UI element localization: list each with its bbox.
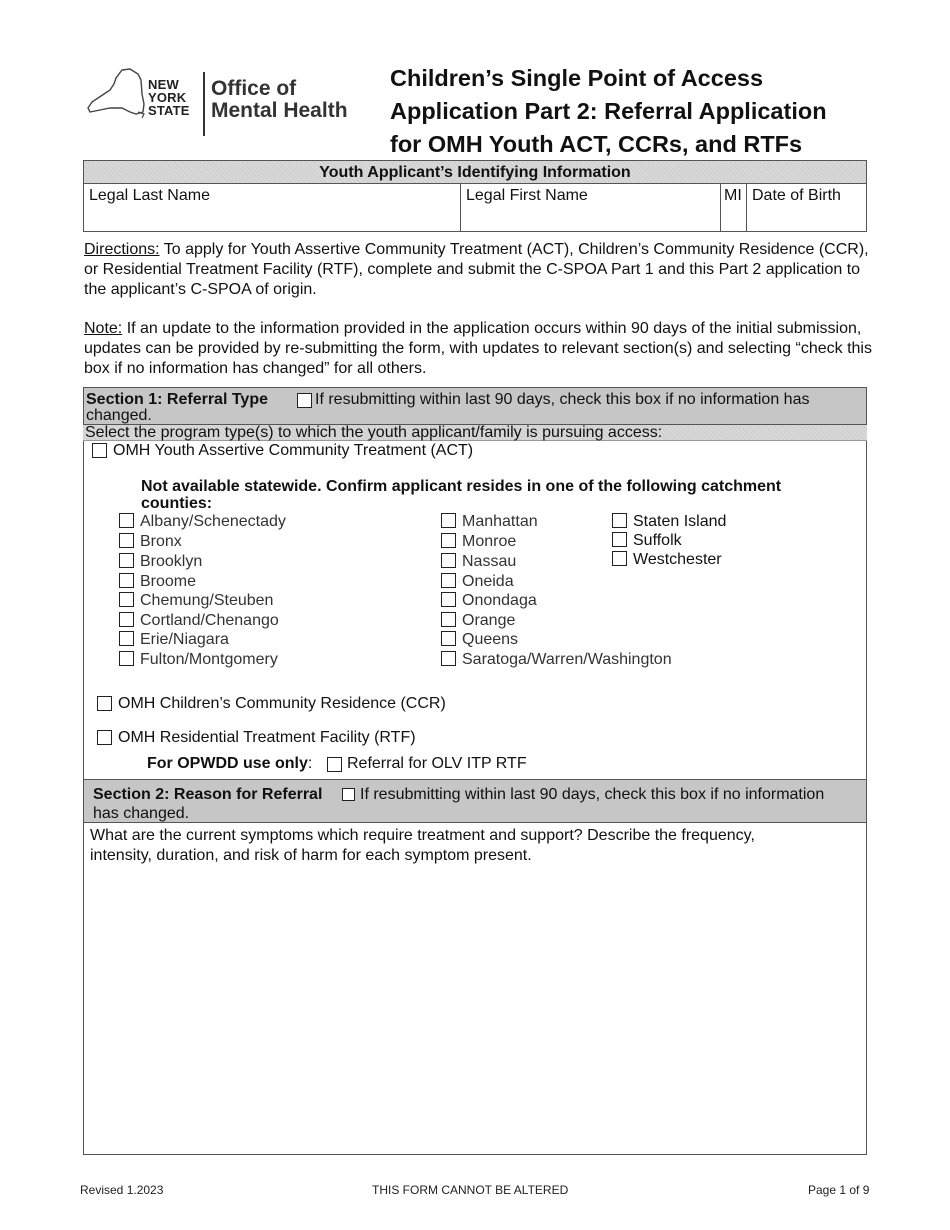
section1-title: Section 1: Referral Type: [86, 391, 268, 408]
county-label: Erie/Niagara: [140, 631, 229, 648]
county-checkbox-nassau[interactable]: [441, 553, 456, 568]
form-notice: THIS FORM CANNOT BE ALTERED: [372, 1183, 569, 1197]
county-label: Orange: [462, 612, 516, 629]
opwdd-row: For OPWDD use only:: [147, 755, 313, 772]
page-number: Page 1 of 9: [808, 1183, 870, 1197]
county-checkbox-manhattan[interactable]: [441, 513, 456, 528]
directions-paragraph: Directions: To apply for Youth Assertive Community Treatment (ACT), Children’s Community Residence (CCR), or Residential Treatment Facility (RTF), complete and submit the C-SPOA Part 1 and this Part 2 application to the applicant’s C-SPOA of origin.: [84, 241, 869, 298]
county-label: Manhattan: [462, 513, 538, 530]
identifying-info-title: Youth Applicant’s Identifying Information: [319, 164, 631, 181]
county-checkbox-cortland-chenango[interactable]: [119, 612, 134, 627]
county-checkbox-suffolk[interactable]: [612, 532, 627, 547]
county-label: Chemung/Steuben: [140, 592, 274, 609]
county-checkbox-fulton-montgomery[interactable]: [119, 651, 134, 666]
county-checkbox-brooklyn[interactable]: [119, 553, 134, 568]
middle-initial-field[interactable]: MI: [724, 187, 742, 204]
section1-prompt-row: [83, 425, 867, 441]
ccr-label: OMH Children’s Community Residence (CCR): [118, 695, 446, 712]
revision-date: Revised 1.2023: [80, 1183, 164, 1197]
identifying-info-header: [83, 160, 867, 184]
county-checkbox-westchester[interactable]: [612, 551, 627, 566]
section1-resubmit-text-cont: changed.: [86, 407, 152, 424]
county-checkbox-orange[interactable]: [441, 612, 456, 627]
field-divider: [720, 183, 721, 232]
county-checkbox-saratoga-warren-washington[interactable]: [441, 651, 456, 666]
rtf-label: OMH Residential Treatment Facility (RTF): [118, 729, 416, 746]
logo-divider: [203, 72, 205, 136]
logo-state-name: NEW YORK STATE: [148, 77, 190, 118]
symptoms-question: What are the current symptoms which require treatment and support? Describe the frequency,: [90, 827, 755, 844]
field-divider: [460, 183, 461, 232]
county-checkbox-erie-niagara[interactable]: [119, 631, 134, 646]
county-label: Bronx: [140, 533, 182, 550]
county-label: Broome: [140, 573, 197, 590]
section1-no-change-checkbox[interactable]: [297, 393, 312, 408]
act-label: OMH Youth Assertive Community Treatment (ACT): [113, 442, 474, 459]
county-checkbox-bronx[interactable]: [119, 533, 134, 548]
county-checkbox-oneida[interactable]: [441, 573, 456, 588]
county-label: Saratoga/Warren/Washington: [462, 651, 672, 668]
catchment-notice: Not available statewide. Confirm applicant resides in one of the following catchment: [141, 478, 782, 495]
county-label: Brooklyn: [140, 553, 203, 570]
olv-itp-rtf-checkbox[interactable]: [327, 757, 342, 772]
rtf-checkbox[interactable]: [97, 730, 112, 745]
legal-first-name-field[interactable]: Legal First Name: [466, 187, 588, 204]
section2-title: Section 2: Reason for Referral: [93, 786, 323, 803]
county-label: Oneida: [462, 573, 514, 590]
section2-resubmit-text: If resubmitting within last 90 days, check this box if no information: [360, 786, 825, 803]
symptoms-response-area[interactable]: [83, 822, 867, 1155]
county-label: Nassau: [462, 553, 517, 570]
opwdd-label: For OPWDD use only: [147, 755, 308, 772]
section1-prompt: Select the program type(s) to which the youth applicant/family is pursuing access:: [85, 424, 663, 441]
county-checkbox-broome[interactable]: [119, 573, 134, 588]
county-checkbox-monroe[interactable]: [441, 533, 456, 548]
symptoms-question-cont: intensity, duration, and risk of harm for each symptom present.: [90, 847, 532, 864]
county-checkbox-queens[interactable]: [441, 631, 456, 646]
county-label: Fulton/Montgomery: [140, 651, 278, 668]
county-checkbox-onondaga[interactable]: [441, 592, 456, 607]
county-label: Monroe: [462, 533, 517, 550]
logo-org-name: Office of Mental Health: [211, 77, 348, 122]
county-label: Suffolk: [633, 532, 682, 549]
section2-resubmit-text-cont: has changed.: [93, 805, 190, 822]
olv-itp-rtf-label: Referral for OLV ITP RTF: [347, 755, 527, 772]
county-checkbox-albany-schenectady[interactable]: [119, 513, 134, 528]
ccr-checkbox[interactable]: [97, 696, 112, 711]
county-label: Onondaga: [462, 592, 537, 609]
county-label: Staten Island: [633, 513, 727, 530]
section1-header: [83, 387, 867, 425]
county-label: Cortland/Chenango: [140, 612, 279, 629]
date-of-birth-field[interactable]: Date of Birth: [752, 187, 841, 204]
legal-last-name-field[interactable]: Legal Last Name: [89, 187, 210, 204]
page-title: Children’s Single Point of Access Application Part 2: Referral Application for OMH Youth ACT, CCRs, and RTFs: [390, 65, 827, 157]
section1-resubmit-text: If resubmitting within last 90 days, check this box if no information has: [315, 391, 810, 408]
catchment-notice-cont: counties:: [141, 495, 213, 512]
section2-no-change-checkbox[interactable]: [342, 788, 355, 801]
act-checkbox[interactable]: [92, 443, 107, 458]
county-checkbox-staten-island[interactable]: [612, 513, 627, 528]
county-label: Westchester: [633, 551, 722, 568]
county-checkbox-chemung-steuben[interactable]: [119, 592, 134, 607]
county-label: Albany/Schenectady: [140, 513, 286, 530]
field-divider: [746, 183, 747, 232]
county-label: Queens: [462, 631, 519, 648]
note-paragraph: Note: If an update to the information provided in the application occurs within 90 days of the initial submission, updates can be provided by re-submitting the form, with updates to relevant section(s) and selecting “check this box if no information has changed” for all others.: [84, 320, 872, 377]
section2-header: [83, 779, 867, 823]
new-york-state-map-icon: [86, 68, 146, 120]
